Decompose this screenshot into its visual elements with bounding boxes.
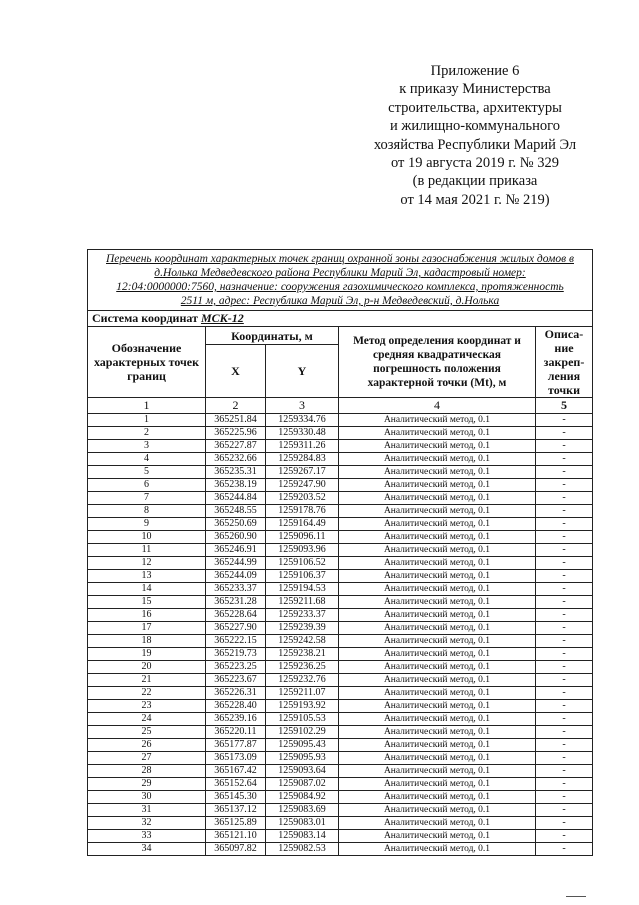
method-cell: Аналитический метод, 0.1 [339, 635, 536, 648]
x-coord-cell: 365231.28 [206, 596, 266, 609]
description-cell: - [536, 518, 593, 531]
description-cell: - [536, 726, 593, 739]
x-coord-cell: 365125.89 [206, 817, 266, 830]
point-number-cell: 26 [88, 739, 206, 752]
method-cell: Аналитический метод, 0.1 [339, 817, 536, 830]
point-number-cell: 33 [88, 830, 206, 843]
x-coord-cell: 365248.55 [206, 505, 266, 518]
y-coord-cell: 1259211.68 [266, 596, 339, 609]
method-cell: Аналитический метод, 0.1 [339, 570, 536, 583]
x-coord-cell: 365137.12 [206, 804, 266, 817]
table-row [88, 544, 593, 557]
table-row [88, 791, 593, 804]
description-cell: - [536, 739, 593, 752]
column-numbers-row [88, 398, 593, 414]
x-coord-cell: 365244.09 [206, 570, 266, 583]
point-number-cell: 5 [88, 466, 206, 479]
table-row [88, 557, 593, 570]
method-cell: Аналитический метод, 0.1 [339, 583, 536, 596]
y-coord-cell: 1259236.25 [266, 661, 339, 674]
column-number: 2 [206, 398, 266, 414]
description-cell: - [536, 596, 593, 609]
method-cell: Аналитический метод, 0.1 [339, 427, 536, 440]
x-coord-cell: 365225.96 [206, 427, 266, 440]
y-coord-cell: 1259087.02 [266, 778, 339, 791]
point-number-cell: 10 [88, 531, 206, 544]
description-cell: - [536, 830, 593, 843]
point-number-cell: 29 [88, 778, 206, 791]
description-cell: - [536, 804, 593, 817]
point-number-cell: 25 [88, 726, 206, 739]
header-method: Метод определения координат и средняя квадратическая погрешность положения характерной точки (Mt), м [339, 327, 536, 398]
x-coord-cell: 365250.69 [206, 518, 266, 531]
description-cell: - [536, 843, 593, 856]
method-cell: Аналитический метод, 0.1 [339, 544, 536, 557]
method-cell: Аналитический метод, 0.1 [339, 765, 536, 778]
y-coord-cell: 1259093.96 [266, 544, 339, 557]
table-row [88, 700, 593, 713]
appendix-line: хозяйства Республики Марий Эл [373, 136, 577, 153]
method-cell: Аналитический метод, 0.1 [339, 609, 536, 622]
table-row [88, 687, 593, 700]
table-row [88, 635, 593, 648]
table-row [88, 466, 593, 479]
x-coord-cell: 365235.31 [206, 466, 266, 479]
table-row [88, 726, 593, 739]
method-cell: Аналитический метод, 0.1 [339, 622, 536, 635]
y-coord-cell: 1259193.92 [266, 700, 339, 713]
method-cell: Аналитический метод, 0.1 [339, 531, 536, 544]
method-cell: Аналитический метод, 0.1 [339, 726, 536, 739]
x-coord-cell: 365244.84 [206, 492, 266, 505]
x-coord-cell: 365173.09 [206, 752, 266, 765]
y-coord-cell: 1259194.53 [266, 583, 339, 596]
table-title-line: 2511 м, адрес: Республика Марий Эл, р-н Медведевский, д.Нолька [180, 295, 500, 307]
method-cell: Аналитический метод, 0.1 [339, 479, 536, 492]
table-title-line: Перечень координат характерных точек границ охранной зоны газоснабжения жилых домов в [106, 253, 574, 265]
y-coord-cell: 1259203.52 [266, 492, 339, 505]
description-cell: - [536, 622, 593, 635]
point-number-cell: 27 [88, 752, 206, 765]
description-cell: - [536, 778, 593, 791]
table-row [88, 505, 593, 518]
x-coord-cell: 365145.30 [206, 791, 266, 804]
description-cell: - [536, 531, 593, 544]
y-coord-cell: 1259106.52 [266, 557, 339, 570]
description-cell: - [536, 791, 593, 804]
description-cell: - [536, 713, 593, 726]
x-coord-cell: 365228.64 [206, 609, 266, 622]
table-row [88, 817, 593, 830]
column-number: 4 [339, 398, 536, 414]
table-row [88, 583, 593, 596]
table-row [88, 843, 593, 856]
description-cell: - [536, 687, 593, 700]
point-number-cell: 14 [88, 583, 206, 596]
method-cell: Аналитический метод, 0.1 [339, 687, 536, 700]
table-row [88, 622, 593, 635]
method-cell: Аналитический метод, 0.1 [339, 518, 536, 531]
x-coord-cell: 365239.16 [206, 713, 266, 726]
table-row [88, 752, 593, 765]
table-row [88, 674, 593, 687]
point-number-cell: 2 [88, 427, 206, 440]
x-coord-cell: 365222.15 [206, 635, 266, 648]
table-row [88, 570, 593, 583]
x-coord-cell: 365226.31 [206, 687, 266, 700]
y-coord-cell: 1259106.37 [266, 570, 339, 583]
y-coord-cell: 1259311.26 [266, 440, 339, 453]
method-cell: Аналитический метод, 0.1 [339, 739, 536, 752]
y-coord-cell: 1259095.93 [266, 752, 339, 765]
x-coord-cell: 365244.99 [206, 557, 266, 570]
x-coord-cell: 365232.66 [206, 453, 266, 466]
coordinates-table [87, 249, 593, 856]
method-cell: Аналитический метод, 0.1 [339, 778, 536, 791]
coordinate-system-name: МСК-12 [200, 311, 244, 325]
point-number-cell: 13 [88, 570, 206, 583]
description-cell: - [536, 505, 593, 518]
point-number-cell: 20 [88, 661, 206, 674]
y-coord-cell: 1259096.11 [266, 531, 339, 544]
point-number-cell: 11 [88, 544, 206, 557]
description-cell: - [536, 557, 593, 570]
y-coord-cell: 1259239.39 [266, 622, 339, 635]
point-number-cell: 19 [88, 648, 206, 661]
scan-artifact [566, 896, 586, 899]
y-coord-cell: 1259242.58 [266, 635, 339, 648]
appendix-line: от 14 мая 2021 г. № 219) [400, 191, 550, 208]
description-cell: - [536, 583, 593, 596]
coordinate-system [88, 311, 593, 327]
y-coord-cell: 1259267.17 [266, 466, 339, 479]
method-cell: Аналитический метод, 0.1 [339, 843, 536, 856]
table-row [88, 661, 593, 674]
appendix-line: от 19 августа 2019 г. № 329 [390, 155, 560, 172]
x-coord-cell: 365177.87 [206, 739, 266, 752]
table-row [88, 479, 593, 492]
description-cell: - [536, 440, 593, 453]
x-coord-cell: 365167.42 [206, 765, 266, 778]
point-number-cell: 17 [88, 622, 206, 635]
point-number-cell: 8 [88, 505, 206, 518]
x-coord-cell: 365228.40 [206, 700, 266, 713]
description-cell: - [536, 674, 593, 687]
description-cell: - [536, 752, 593, 765]
description-cell: - [536, 427, 593, 440]
table-row [88, 609, 593, 622]
table-row [88, 804, 593, 817]
point-number-cell: 16 [88, 609, 206, 622]
point-number-cell: 3 [88, 440, 206, 453]
description-cell: - [536, 466, 593, 479]
y-coord-cell: 1259334.76 [266, 414, 339, 427]
description-cell: - [536, 817, 593, 830]
point-number-cell: 15 [88, 596, 206, 609]
point-number-cell: 23 [88, 700, 206, 713]
description-cell: - [536, 492, 593, 505]
method-cell: Аналитический метод, 0.1 [339, 830, 536, 843]
method-cell: Аналитический метод, 0.1 [339, 674, 536, 687]
y-coord-cell: 1259095.43 [266, 739, 339, 752]
x-coord-cell: 365223.67 [206, 674, 266, 687]
y-coord-cell: 1259233.37 [266, 609, 339, 622]
y-coord-cell: 1259247.90 [266, 479, 339, 492]
x-coord-cell: 365260.90 [206, 531, 266, 544]
table-row [88, 518, 593, 531]
x-coord-cell: 365121.10 [206, 830, 266, 843]
point-number-cell: 21 [88, 674, 206, 687]
table-row [88, 778, 593, 791]
description-cell: - [536, 453, 593, 466]
description-cell: - [536, 414, 593, 427]
method-cell: Аналитический метод, 0.1 [339, 713, 536, 726]
header-description: Описа-ние закреп-ления точки [536, 327, 593, 398]
header-coords: Координаты, м [206, 327, 339, 345]
y-coord-cell: 1259164.49 [266, 518, 339, 531]
table-row [88, 453, 593, 466]
table-row [88, 830, 593, 843]
header-x: X [206, 345, 266, 398]
y-coord-cell: 1259093.64 [266, 765, 339, 778]
point-number-cell: 31 [88, 804, 206, 817]
description-cell: - [536, 544, 593, 557]
x-coord-cell: 365219.73 [206, 648, 266, 661]
point-number-cell: 34 [88, 843, 206, 856]
x-coord-cell: 365223.25 [206, 661, 266, 674]
y-coord-cell: 1259178.76 [266, 505, 339, 518]
method-cell: Аналитический метод, 0.1 [339, 453, 536, 466]
description-cell: - [536, 648, 593, 661]
method-cell: Аналитический метод, 0.1 [339, 492, 536, 505]
method-cell: Аналитический метод, 0.1 [339, 414, 536, 427]
table-row [88, 596, 593, 609]
description-cell: - [536, 700, 593, 713]
appendix-line: строительства, архитектуры [388, 99, 562, 116]
description-cell: - [536, 765, 593, 778]
description-cell: - [536, 635, 593, 648]
appendix-line: (в редакции приказа [412, 173, 538, 190]
header-point: Обозначение характерных точек границ [88, 327, 206, 398]
table-row [88, 531, 593, 544]
coordinate-system-label: Система координат [92, 311, 198, 325]
method-cell: Аналитический метод, 0.1 [339, 440, 536, 453]
method-cell: Аналитический метод, 0.1 [339, 700, 536, 713]
column-number: 1 [88, 398, 206, 414]
y-coord-cell: 1259084.92 [266, 791, 339, 804]
point-number-cell: 7 [88, 492, 206, 505]
method-cell: Аналитический метод, 0.1 [339, 752, 536, 765]
column-number: 3 [266, 398, 339, 414]
y-coord-cell: 1259083.01 [266, 817, 339, 830]
table-title [88, 250, 593, 311]
point-number-cell: 1 [88, 414, 206, 427]
y-coord-cell: 1259238.21 [266, 648, 339, 661]
point-number-cell: 24 [88, 713, 206, 726]
method-cell: Аналитический метод, 0.1 [339, 661, 536, 674]
point-number-cell: 12 [88, 557, 206, 570]
x-coord-cell: 365251.84 [206, 414, 266, 427]
description-cell: - [536, 661, 593, 674]
table-row [88, 765, 593, 778]
y-coord-cell: 1259105.53 [266, 713, 339, 726]
point-number-cell: 18 [88, 635, 206, 648]
x-coord-cell: 365233.37 [206, 583, 266, 596]
method-cell: Аналитический метод, 0.1 [339, 596, 536, 609]
description-cell: - [536, 609, 593, 622]
table-row [88, 648, 593, 661]
appendix-line: к приказу Министерства [399, 81, 551, 98]
y-coord-cell: 1259083.14 [266, 830, 339, 843]
point-number-cell: 22 [88, 687, 206, 700]
table-title-line: 12:04:0000000:7560, назначение: сооружения газохимического комплекса, протяженность [116, 281, 564, 293]
y-coord-cell: 1259082.53 [266, 843, 339, 856]
x-coord-cell: 365097.82 [206, 843, 266, 856]
x-coord-cell: 365238.19 [206, 479, 266, 492]
y-coord-cell: 1259232.76 [266, 674, 339, 687]
method-cell: Аналитический метод, 0.1 [339, 648, 536, 661]
header-y: Y [266, 345, 339, 398]
table-row [88, 440, 593, 453]
method-cell: Аналитический метод, 0.1 [339, 791, 536, 804]
table-row [88, 492, 593, 505]
method-cell: Аналитический метод, 0.1 [339, 804, 536, 817]
y-coord-cell: 1259102.29 [266, 726, 339, 739]
description-cell: - [536, 479, 593, 492]
point-number-cell: 6 [88, 479, 206, 492]
table-row [88, 414, 593, 427]
point-number-cell: 4 [88, 453, 206, 466]
appendix-line: и жилищно-коммунального [389, 118, 561, 135]
point-number-cell: 28 [88, 765, 206, 778]
appendix-line: Приложение 6 [430, 63, 520, 79]
y-coord-cell: 1259083.69 [266, 804, 339, 817]
x-coord-cell: 365227.87 [206, 440, 266, 453]
point-number-cell: 9 [88, 518, 206, 531]
description-cell: - [536, 570, 593, 583]
appendix-header [330, 62, 620, 209]
point-number-cell: 32 [88, 817, 206, 830]
y-coord-cell: 1259284.83 [266, 453, 339, 466]
y-coord-cell: 1259211.07 [266, 687, 339, 700]
method-cell: Аналитический метод, 0.1 [339, 466, 536, 479]
method-cell: Аналитический метод, 0.1 [339, 557, 536, 570]
x-coord-cell: 365246.91 [206, 544, 266, 557]
table-row [88, 713, 593, 726]
column-number: 5 [536, 398, 593, 414]
x-coord-cell: 365152.64 [206, 778, 266, 791]
method-cell: Аналитический метод, 0.1 [339, 505, 536, 518]
table-row [88, 739, 593, 752]
x-coord-cell: 365220.11 [206, 726, 266, 739]
y-coord-cell: 1259330.48 [266, 427, 339, 440]
table-title-line: д.Нолька Медведевского района Республики Марий Эл, кадастровый номер: [154, 267, 526, 279]
point-number-cell: 30 [88, 791, 206, 804]
x-coord-cell: 365227.90 [206, 622, 266, 635]
table-row [88, 427, 593, 440]
